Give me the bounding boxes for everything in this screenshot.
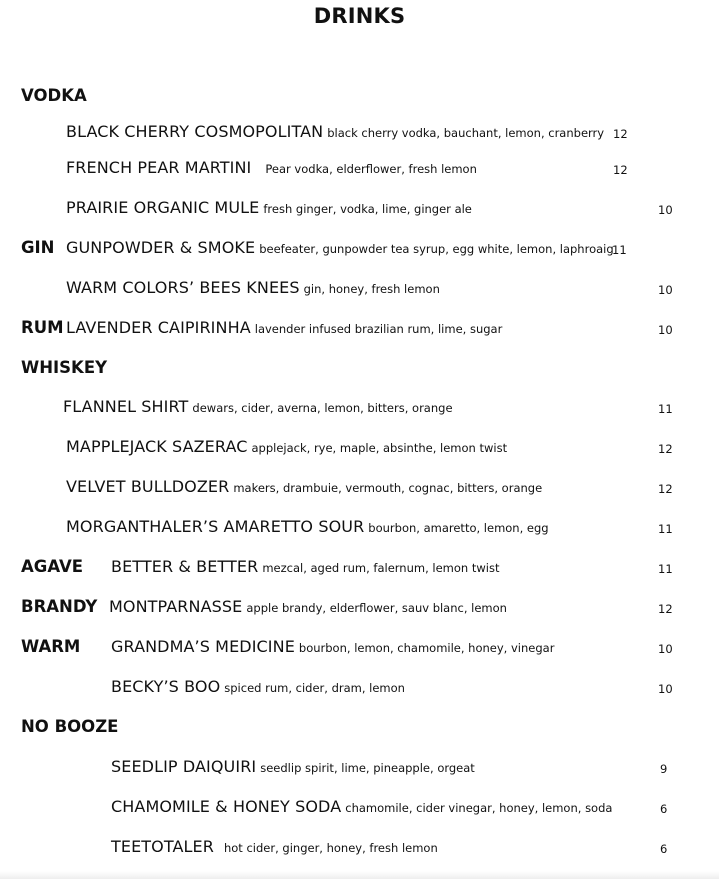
item-price: 12 (658, 442, 673, 456)
menu-item (66, 238, 614, 259)
menu-item (111, 797, 612, 818)
menu-item (111, 757, 475, 778)
item-price: 11 (658, 402, 673, 416)
category-agave: AGAVE (21, 557, 84, 576)
item-description: applejack, rye, maple, absinthe, lemon twist (251, 441, 508, 455)
category-warm: WARM (21, 637, 81, 656)
item-price: 12 (613, 163, 628, 177)
page-title: DRINKS (313, 4, 406, 28)
item-description: black cherry vodka, bauchant, lemon, cranberry (327, 126, 605, 140)
item-description: spiced rum, cider, dram, lemon (224, 681, 405, 695)
item-description: fresh ginger, vodka, lime, ginger ale (263, 202, 472, 216)
menu-item (66, 517, 549, 538)
item-price: 11 (612, 243, 627, 257)
item-name: MONTPARNASSE (109, 597, 243, 616)
item-price: 10 (658, 203, 673, 217)
item-price: 12 (613, 127, 628, 141)
menu-item (111, 557, 499, 578)
menu-item (109, 597, 507, 618)
category-whiskey: WHISKEY (21, 358, 108, 377)
item-description: bourbon, amaretto, lemon, egg (368, 521, 549, 535)
item-price: 6 (660, 842, 668, 856)
item-price: 10 (658, 323, 673, 337)
item-price: 11 (658, 522, 673, 536)
menu-item (66, 437, 507, 458)
item-description: Pear vodka, elderflower, fresh lemon (265, 162, 477, 176)
category-gin: GIN (21, 238, 55, 257)
item-name: FLANNEL SHIRT (63, 397, 189, 416)
item-name: VELVET BULLDOZER (66, 477, 230, 496)
page-bottom-edge (0, 871, 719, 879)
item-name: CHAMOMILE & HONEY SODA (111, 797, 342, 816)
item-price: 12 (658, 602, 673, 616)
menu-item (111, 677, 405, 698)
item-price: 10 (658, 642, 673, 656)
category-brandy: BRANDY (21, 597, 98, 616)
item-name: GRANDMA’S MEDICINE (111, 637, 295, 656)
category-no-booze: NO BOOZE (21, 717, 119, 736)
item-name: BETTER & BETTER (111, 557, 259, 576)
menu-item (111, 637, 554, 658)
item-price: 11 (658, 562, 673, 576)
menu-item (111, 837, 438, 858)
item-price: 6 (660, 802, 668, 816)
item-description: dewars, cider, averna, lemon, bitters, orange (192, 401, 453, 415)
item-description: mezcal, aged rum, falernum, lemon twist (262, 561, 500, 575)
item-description: chamomile, cider vinegar, honey, lemon, soda (345, 801, 613, 815)
item-description: seedlip spirit, lime, pineapple, orgeat (260, 761, 475, 775)
item-name: WARM COLORS’ BEES KNEES (66, 278, 300, 297)
item-name: GUNPOWDER & SMOKE (66, 238, 256, 257)
item-price: 10 (658, 283, 673, 297)
menu-item (66, 158, 477, 179)
item-name: BLACK CHERRY COSMOPOLITAN (66, 122, 324, 141)
menu-item (66, 198, 472, 219)
item-name: LAVENDER CAIPIRINHA (66, 318, 251, 337)
item-description: lavender infused brazilian rum, lime, sugar (254, 322, 503, 336)
item-name: MORGANTHALER’S AMARETTO SOUR (66, 517, 365, 536)
item-name: BECKY’S BOO (111, 677, 221, 696)
menu-item (66, 278, 440, 299)
menu-item (63, 397, 453, 418)
item-description: beefeater, gunpowder tea syrup, egg white, lemon, laphroaig (259, 242, 614, 256)
item-name: SEEDLIP DAIQUIRI (111, 757, 257, 776)
item-price: 9 (660, 762, 668, 776)
item-description: bourbon, lemon, chamomile, honey, vinegar (298, 641, 555, 655)
item-price: 12 (658, 482, 673, 496)
item-name: PRAIRIE ORGANIC MULE (66, 198, 260, 217)
item-description: apple brandy, elderflower, sauv blanc, lemon (246, 601, 507, 615)
item-description: hot cider, ginger, honey, fresh lemon (223, 841, 438, 855)
category-rum: RUM (21, 318, 64, 337)
item-name: TEETOTALER (111, 837, 214, 856)
menu-item (66, 477, 542, 498)
item-description: gin, honey, fresh lemon (303, 282, 440, 296)
item-name: MAPPLEJACK SAZERAC (66, 437, 248, 456)
category-vodka: VODKA (21, 86, 87, 105)
menu-item (66, 318, 502, 339)
menu-item (66, 122, 604, 143)
item-name: FRENCH PEAR MARTINI (66, 158, 252, 177)
item-description: makers, drambuie, vermouth, cognac, bitters, orange (233, 481, 543, 495)
item-price: 10 (658, 682, 673, 696)
